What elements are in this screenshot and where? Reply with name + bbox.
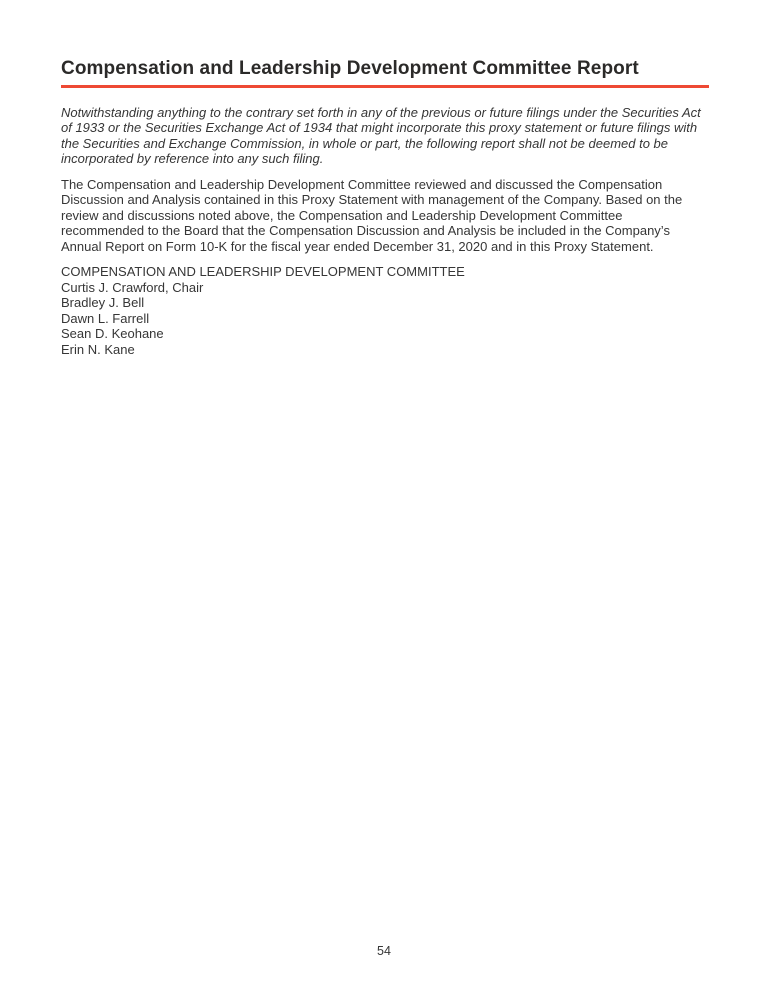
disclaimer-paragraph: Notwithstanding anything to the contrary set forth in any of the previous or future filings under the Securities Act of 1933 or the Securities Exchange Act of 1934 that might incorporate this proxy statement or future filings with the Securities and Exchange Commission, in whole or part, the following report shall not be deemed to be incorporated by reference into any such filing.: [61, 104, 701, 167]
committee-member: Dawn L. Farrell: [61, 310, 150, 326]
committee-member: Erin N. Kane: [61, 341, 135, 357]
committee-member: Curtis J. Crawford, Chair: [61, 279, 204, 295]
committee-member: Sean D. Keohane: [61, 326, 164, 342]
committee-signature-block: [61, 264, 709, 357]
page-content: [61, 58, 709, 357]
page-number: 54: [377, 944, 391, 958]
committee-heading: COMPENSATION AND LEADERSHIP DEVELOPMENT COMMITTEE: [61, 264, 465, 280]
report-body-paragraph: The Compensation and Leadership Development Committee reviewed and discussed the Compensation Discussion and Analysis contained in this Proxy Statement with management of the Company. Based on the review and discussions noted above, the Compensation and Leadership Development Committee recommended to the Board that the Compensation Discussion and Analysis be included in the Company’s Annual Report on Form 10-K for the fiscal year ended December 31, 2020 and in this Proxy Statement.: [61, 176, 683, 254]
committee-member: Bradley J. Bell: [61, 295, 145, 311]
page-title: Compensation and Leadership Development Committee Report: [61, 58, 709, 88]
